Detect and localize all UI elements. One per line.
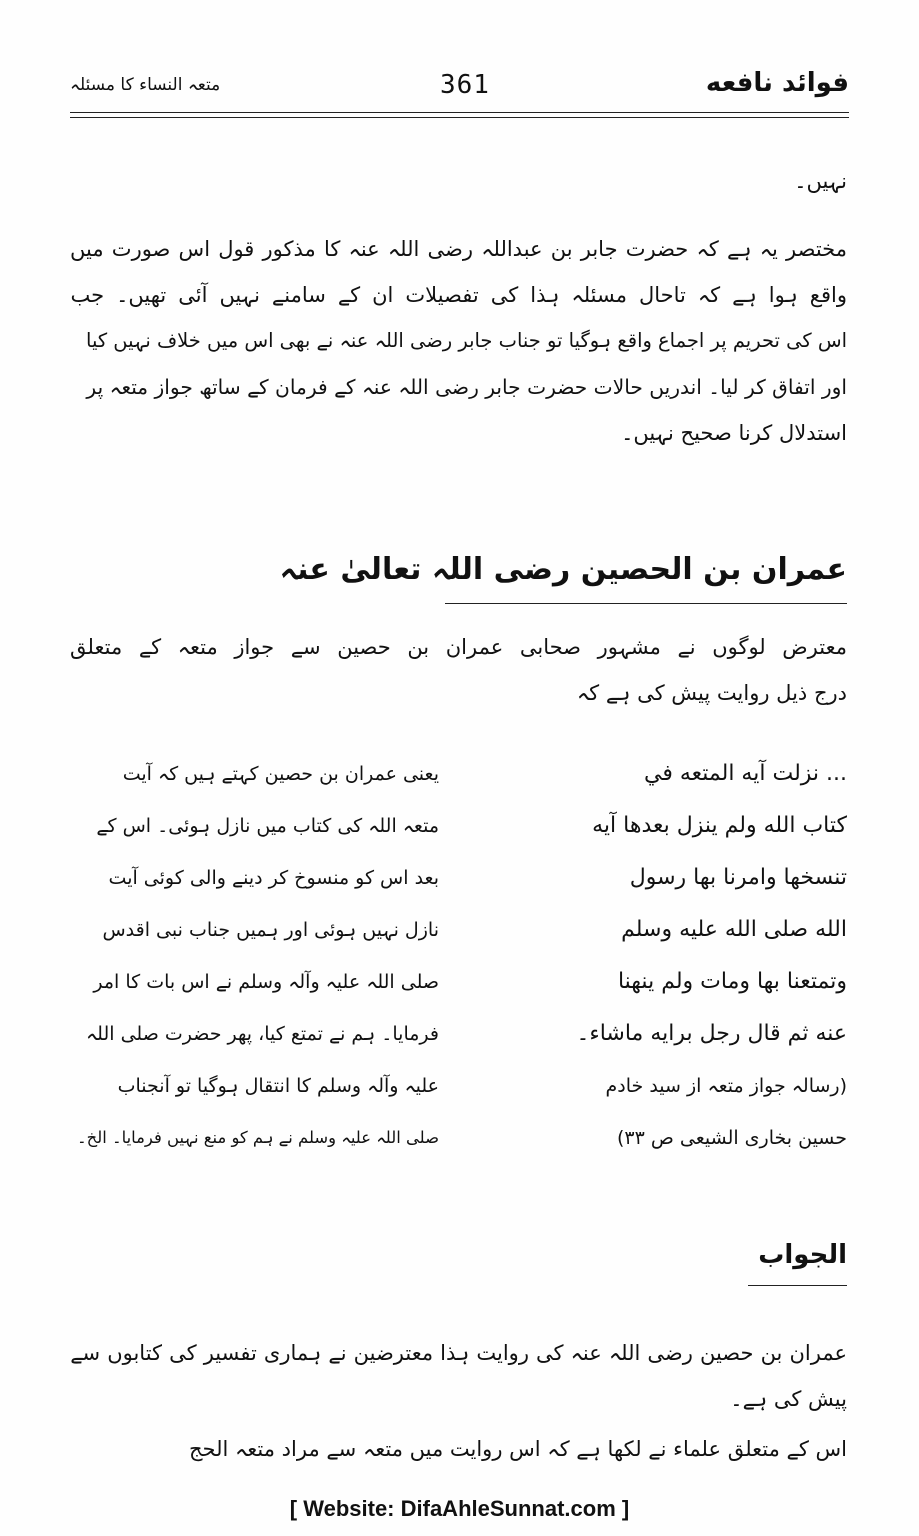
answer-paragraph <box>70 1330 847 1472</box>
translation-line: نازل نہیں ہوئی اور ہمیں جناب نبی اقدس <box>102 919 439 941</box>
page-number: 361 <box>440 70 490 100</box>
translation-line: بعد اس کو منسوخ کر دینے والی کوئی آیت <box>108 867 439 889</box>
quote-line: تنسخها وامرنا بها رسول <box>629 865 847 890</box>
section-heading: عمران بن الحصین رضی اللہ تعالیٰ عنہ <box>279 552 847 587</box>
answer-underline <box>748 1285 847 1286</box>
arabic-quote <box>477 748 847 1164</box>
text-line: مختصر یہ ہے کہ حضرت جابر بن عبداللہ رضی اللہ عنہ کا مذکور قول اس صورت میں <box>70 237 847 261</box>
text-line: استدلال کرنا صحیح نہیں۔ <box>621 421 847 445</box>
header-rule-double <box>70 117 849 118</box>
translation-line: صلی اللہ علیہ وسلم نے ہم کو منع نہیں فرمایا۔ الخ۔ <box>77 1128 439 1147</box>
text-line: اس کی تحریم پر اجماع واقع ہوگیا تو جناب جابر رضی اللہ عنہ نے بھی اس میں خلاف نہیں کیا <box>86 329 847 352</box>
translation-line: متعہ اللہ کی کتاب میں نازل ہوئی۔ اس کے <box>96 815 439 837</box>
page-header <box>70 68 849 104</box>
text-line: معترض لوگوں نے مشہور صحابی عمران بن حصین سے جواز متعہ کے متعلق <box>70 635 847 659</box>
paragraph-summary <box>70 226 847 456</box>
text-line: نہیں۔ <box>794 169 847 193</box>
answer-heading: الجواب <box>758 1240 847 1270</box>
chapter-title: متعہ النساء کا مسئلہ <box>70 75 221 95</box>
translation-line: علیہ وآلہ وسلم کا انتقال ہوگیا تو آنجناب <box>117 1075 439 1097</box>
translation-column <box>69 748 439 1164</box>
text-line: پیش کی ہے۔ <box>730 1387 847 1411</box>
text-line: عمران بن حصین رضی اللہ عنہ کی روایت ہذا معترضین نے ہماری تفسیر کی کتابوں سے <box>70 1341 847 1365</box>
header-rule <box>70 112 849 113</box>
citation-line: حسین بخاری الشیعی ص ۳۳) <box>616 1127 847 1149</box>
heading-underline <box>445 603 847 604</box>
text-line: درج ذیل روایت پیش کی ہے کہ <box>576 681 847 705</box>
quote-line: كتاب الله ولم ينزل بعدها آيه <box>592 813 847 838</box>
citation-line: (رسالہ جواز متعہ از سید خادم <box>605 1075 847 1097</box>
quote-line: ... نزلت آيه المتعه في <box>644 761 847 786</box>
text-line: واقع ہوا ہے کہ تاحال مسئلہ ہذا کی تفصیلات ان کے سامنے نہیں آئی تھیں۔ جب <box>70 283 847 307</box>
book-title: فوائد نافعه <box>705 68 849 98</box>
translation-line: صلی اللہ علیہ وآلہ وسلم نے اس بات کا امر <box>93 971 439 993</box>
translation-line: یعنی عمران بن حصین کہتے ہیں کہ آیت <box>122 763 439 785</box>
translation-line: فرمایا۔ ہم نے تمتع کیا، پھر حضرت صلی اللہ <box>86 1023 439 1045</box>
intro-paragraph <box>70 624 847 716</box>
text-line: اس کے متعلق علماء نے لکھا ہے کہ اس روایت میں متعہ سے مراد متعہ الحج <box>188 1437 847 1461</box>
paragraph-fragment <box>794 158 847 204</box>
quote-line: عنه ثم قال رجل برايه ماشاء۔ <box>576 1021 847 1046</box>
quote-line: وتمتعنا بها ومات ولم ينهنا <box>617 969 847 994</box>
text-line: اور اتفاق کر لیا۔ اندریں حالات حضرت جابر رضی اللہ عنہ کے فرمان کے ساتھ جواز متعہ پر <box>86 375 847 399</box>
quote-line: الله صلى الله عليه وسلم <box>621 917 847 942</box>
website-footer: [ Website: DifaAhleSunnat.com ] <box>289 1496 630 1521</box>
